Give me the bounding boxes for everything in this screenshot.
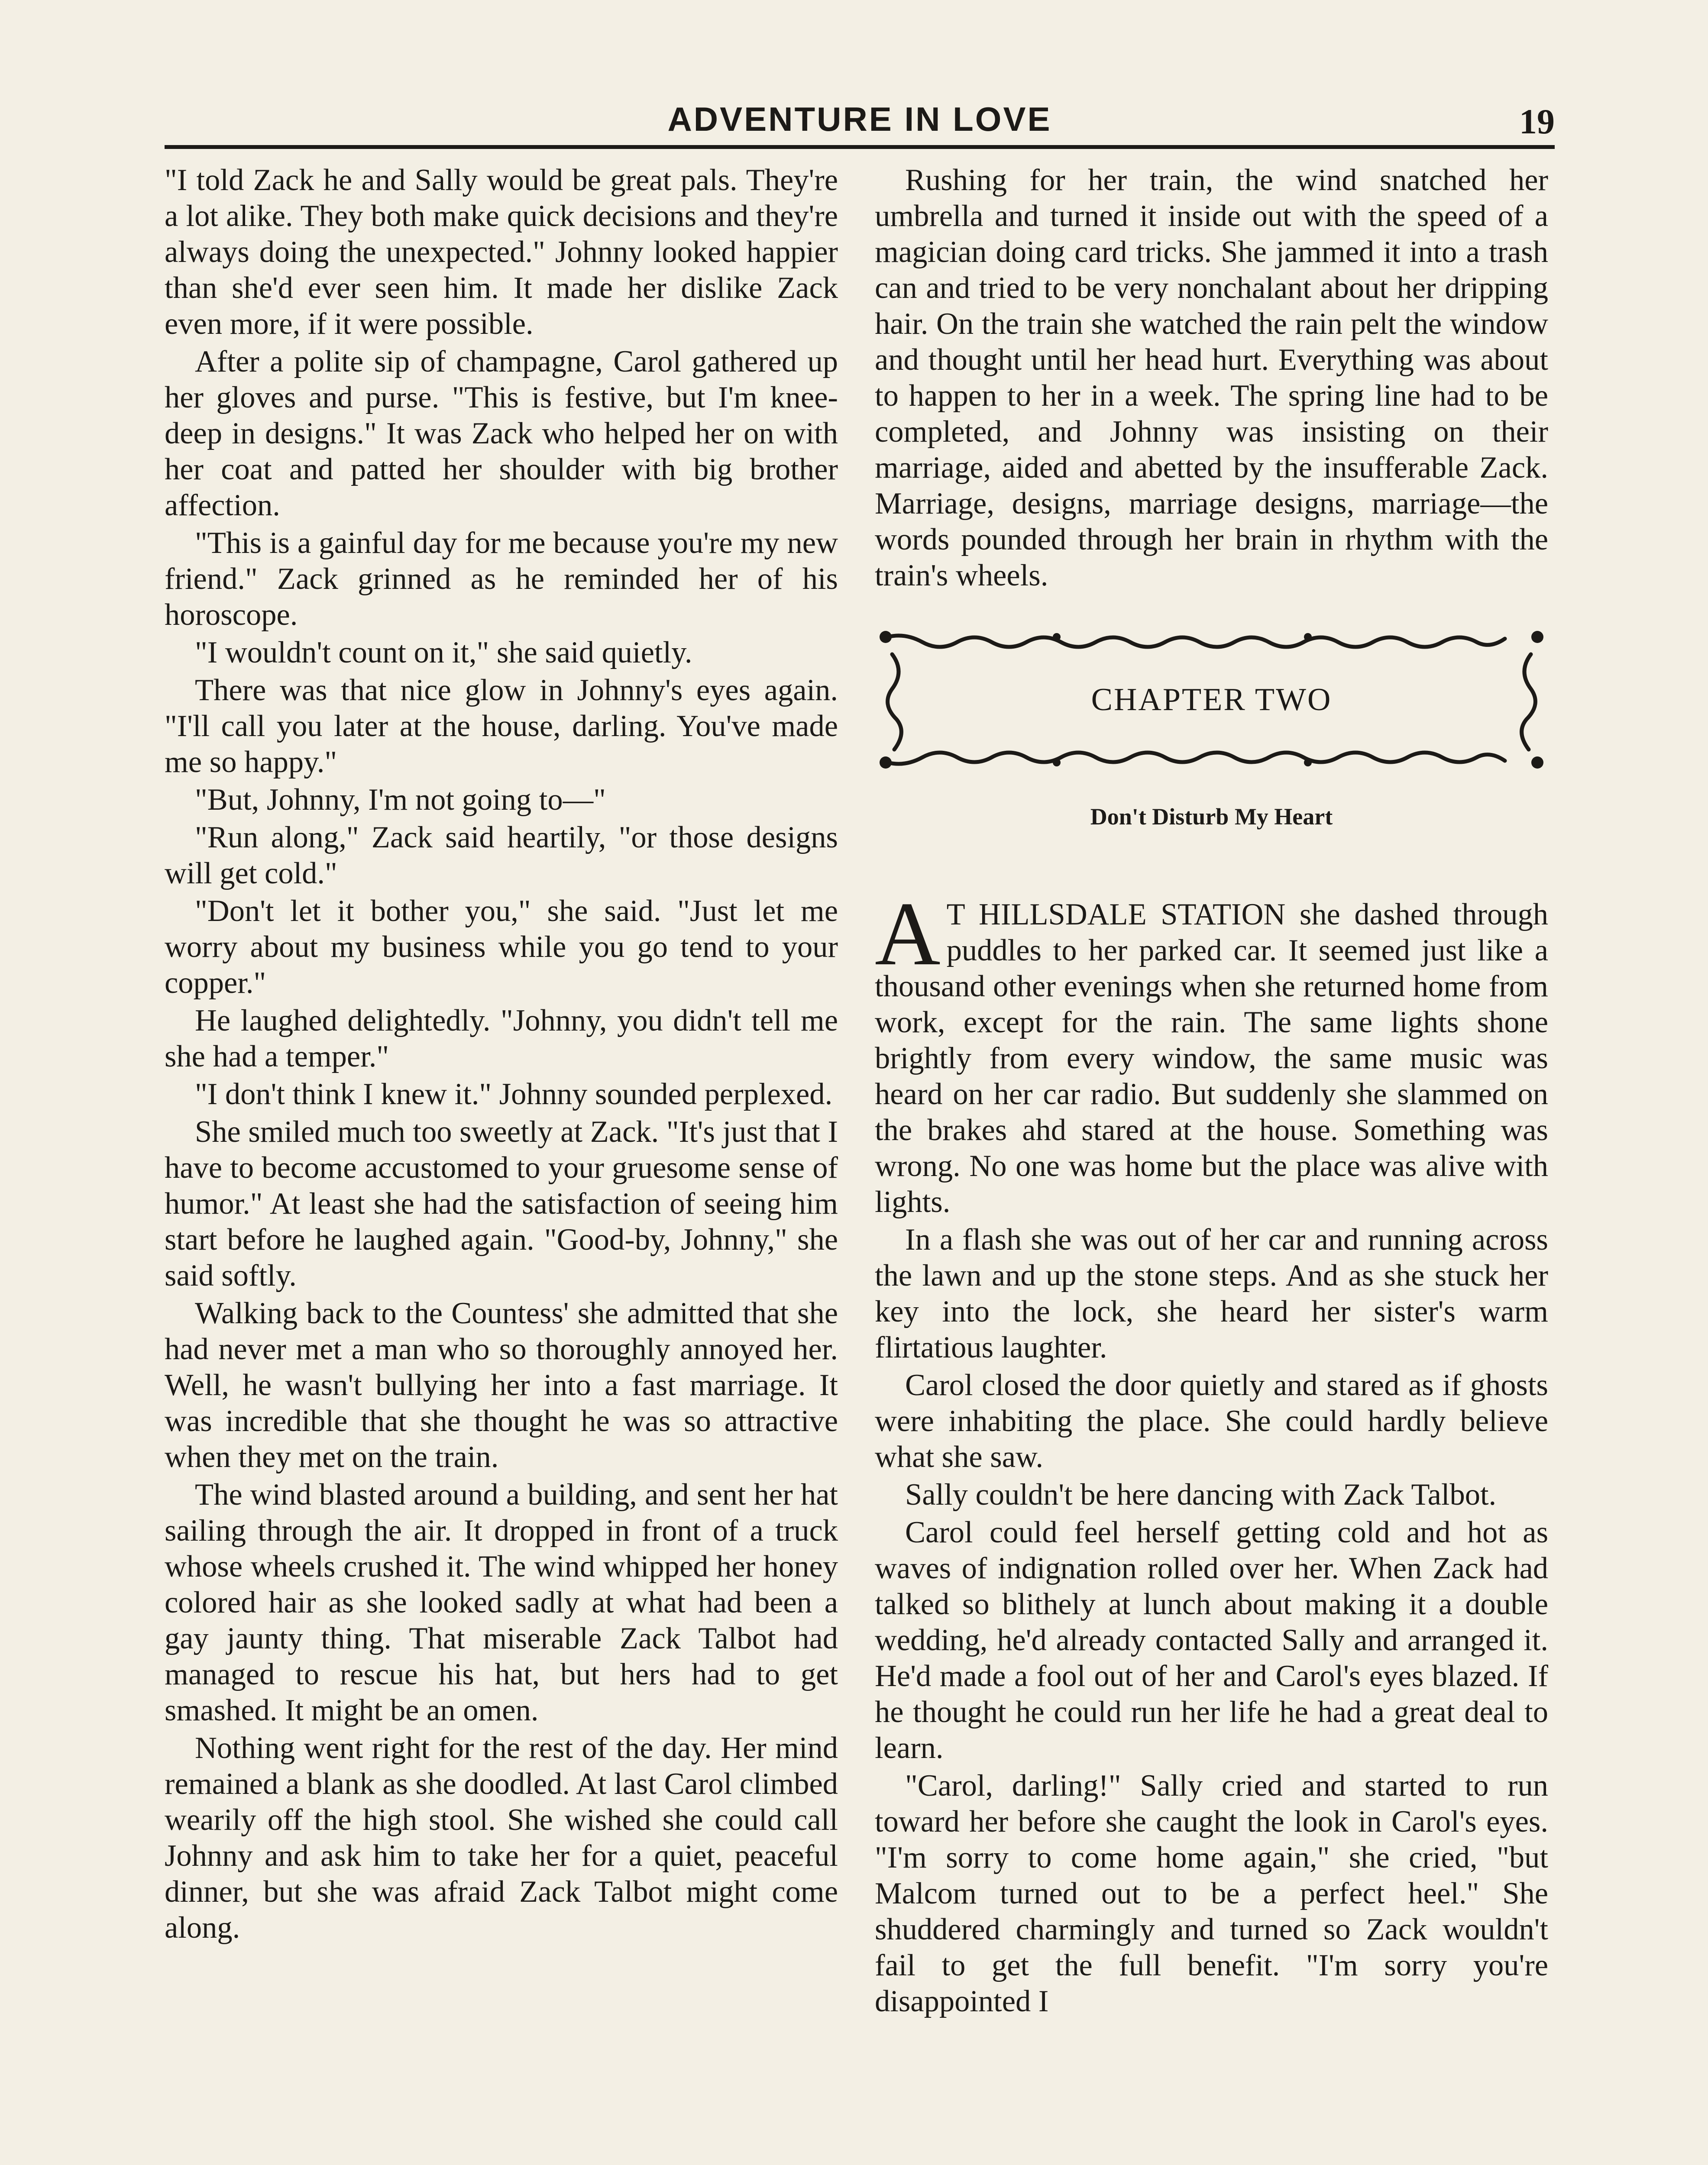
chapter-heading-box [875, 628, 1548, 771]
page-header [165, 97, 1555, 149]
left-column [165, 162, 838, 1948]
paragraph: Sally couldn't be here dancing with Zack Talbot. [905, 1478, 1497, 1512]
paragraph: After a polite sip of champagne, Carol gathered up her gloves and purse. "This is festive, but I'm knee-deep in designs." It was Zack who helped her on with her coat and patted her shoulder with big brother affection. [165, 345, 838, 522]
paragraph: In a flash she was out of her car and running across the lawn and up the stone steps. And as she stuck her key into the lock, she heard her sister's warm flirtatious laughter. [875, 1223, 1548, 1364]
right-column [875, 162, 1548, 2021]
paragraph: Carol closed the door quietly and stared as if ghosts were inhabiting the place. She could hardly believe what she saw. [875, 1368, 1548, 1474]
chapter-subtitle: Don't Disturb My Heart [1090, 804, 1333, 830]
paragraph: She smiled much too sweetly at Zack. "It's just that I have to become accustomed to your gruesome sense of humor." At least she had the satisfaction of seeing him start before he laughed again. "Good-by, Johnny," she said softly. [165, 1115, 838, 1293]
paragraph: "Run along," Zack said heartily, "or those designs will get cold." [165, 821, 838, 890]
paragraph: Rushing for her train, the wind snatched her umbrella and turned it inside out with the speed of a magician doing card tricks. She jammed it into a trash can and tried to be very nonchalant about her dripping hair. On the train she watched the rain pelt the window and thought until her head hurt. Everything was about to happen to her in a week. The spring line had to be completed, and Johnny was insisting on their marriage, aided and abetted by the insufferable Zack. Marriage, designs, marriage designs, marriage—the words pounded through her brain in rhythm with the train's wheels. [875, 163, 1548, 592]
paragraph: Carol could feel herself getting cold and hot as waves of indignation rolled over her. When Zack had talked so blithely at lunch about making it a double wedding, he'd already contacted Sally and arranged it. He'd made a fool out of her and Carol's eyes blazed. If he thought he could run her life he had a great deal to learn. [875, 1516, 1548, 1765]
drop-cap: A [875, 884, 941, 984]
chapter-title: CHAPTER TWO [1091, 682, 1332, 717]
paragraph: "I wouldn't count on it," she said quietly. [195, 636, 692, 669]
paragraph: "This is a gainful day for me because you're my new friend." Zack grinned as he reminded her of his horoscope. [165, 526, 838, 632]
paragraph: There was that nice glow in Johnny's eyes again. "I'll call you later at the house, darling. You've made me so happy." [165, 673, 838, 779]
paragraph: Nothing went right for the rest of the day. Her mind remained a blank as she doodled. At last Carol climbed wearily off the high stool. She wished she could call Johnny and ask him to take her for a quiet, peaceful dinner, but she was afraid Zack Talbot might come along. [165, 1731, 838, 1945]
paragraph: "I told Zack he and Sally would be great pals. They're a lot alike. They both make quick decisions and they're always doing the unexpected." Johnny looked happier than she'd ever seen him. It made her dislike Zack even more, if it were possible. [165, 163, 838, 341]
paragraph: The wind blasted around a building, and sent her hat sailing through the air. It dropped in front of a truck whose wheels crushed it. The wind whipped her honey colored hair as she looked sadly at what had been a gay jaunty thing. That miserable Zack Talbot had managed to rescue his hat, but hers had to get smashed. It might be an omen. [165, 1478, 838, 1727]
paragraph: "Don't let it bother you," she said. "Just let me worry about my business while you go tend to your copper." [165, 894, 838, 1000]
paragraph-text: T HILLSDALE STATION she dashed through puddles to her parked car. It seemed just like a thousand other evenings when she returned home from work, except for the rain. The same lights shone brightly from every window, the same music was heard on her car radio. But suddenly she slammed on the brakes ahd stared at the house. Something was wrong. No one was home but the place was alive with lights. [875, 898, 1548, 1219]
paragraph: "Carol, darling!" Sally cried and started to run toward her before she caught the look in Carol's eyes. "I'm sorry to come home again," she cried, "but Malcom turned out to be a perfect heel." She shuddered charmingly and turned so Zack wouldn't fail to get the full benefit. "I'm sorry you're disappointed I [875, 1769, 1548, 2018]
paragraph [875, 884, 1548, 1220]
paragraph: "I don't think I knew it." Johnny sounded perplexed. [195, 1077, 833, 1111]
running-title: ADVENTURE IN LOVE [667, 100, 1052, 138]
paragraph: Walking back to the Countess' she admitted that she had never met a man who so thoroughly annoyed her. Well, he wasn't bullying her into a fast marriage. It was incredible that she thought he was so attractive when they met on the train. [165, 1296, 838, 1474]
page-number: 19 [1519, 102, 1555, 141]
paragraph: He laughed delightedly. "Johnny, you didn't tell me she had a temper." [165, 1004, 838, 1073]
paragraph: "But, Johnny, I'm not going to—" [195, 783, 606, 817]
